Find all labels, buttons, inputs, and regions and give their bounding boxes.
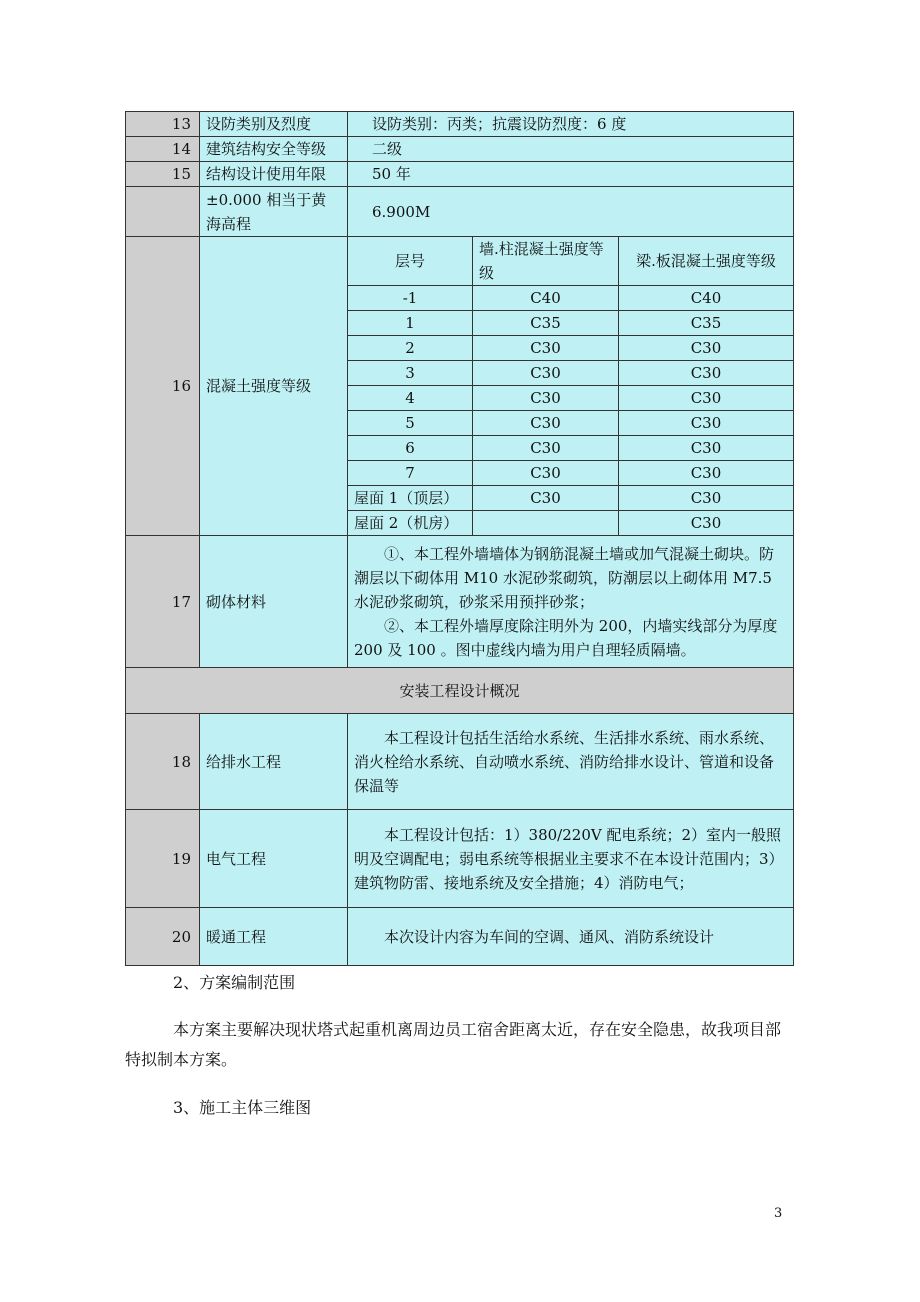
item-name: 砌体材料 [200,536,348,668]
scope-paragraph: 本方案主要解决现状塔式起重机离周边员工宿舍距离太近，存在安全隐患，故我项目部特拟制本方案。 [125,1020,782,1069]
item-content: 本工程设计包括生活给水系统、生活排水系统、雨水系统、消火栓给水系统、自动喷水系统、消防给排水设计、管道和设备保温等 [348,714,794,810]
section-row [126,668,794,714]
row-number: 13 [126,112,200,137]
beam-grade-cell: C40 [619,286,794,311]
row-number: 15 [126,162,200,187]
wall-grade-cell: C30 [473,486,619,511]
item-content: 本次设计内容为车间的空调、通风、消防系统设计 [348,908,794,966]
wall-grade-cell: C30 [473,461,619,486]
table-row [126,536,794,668]
floor-cell: 6 [348,436,473,461]
item-name: 设防类别及烈度 [200,112,348,137]
heading-3d-view: 3、施工主体三维图 [173,1098,312,1117]
floor-cell: 7 [348,461,473,486]
wall-grade-cell: C30 [473,336,619,361]
beam-grade-cell: C30 [619,411,794,436]
table-row [126,112,794,137]
floor-cell: 5 [348,411,473,436]
wall-grade-cell: C30 [473,386,619,411]
table-row [126,908,794,966]
section-title: 安装工程设计概况 [126,668,794,714]
wall-grade-cell [473,511,619,536]
item-content [348,536,794,668]
beam-grade-cell: C35 [619,311,794,336]
item-name: ±0.000 相当于黄海高程 [200,187,348,237]
beam-grade-cell: C30 [619,436,794,461]
row-number: 16 [126,237,200,536]
item-content: 50 年 [348,162,794,187]
table-row [126,810,794,908]
masonry-paragraph-2: ②、本工程外墙厚度除注明外为 200，内墙实线部分为厚度 200 及 100 。图中虚线内墙为用户自理轻质隔墙。 [354,616,778,659]
heading-scope: 2、方案编制范围 [173,973,296,992]
floor-cell: 屋面 1（顶层） [348,486,473,511]
beam-grade-cell: C30 [619,361,794,386]
grade-header-wall-column: 墙.柱混凝土强度等级 [473,237,619,286]
wall-grade-cell: C35 [473,311,619,336]
item-name: 混凝土强度等级 [200,237,348,536]
item-name: 结构设计使用年限 [200,162,348,187]
beam-grade-cell: C30 [619,386,794,411]
item-name: 给排水工程 [200,714,348,810]
row-number: 18 [126,714,200,810]
floor-cell: 2 [348,336,473,361]
floor-cell: 3 [348,361,473,386]
floor-cell: 屋面 2（机房） [348,511,473,536]
floor-cell: -1 [348,286,473,311]
wall-grade-cell: C30 [473,411,619,436]
beam-grade-cell: C30 [619,336,794,361]
floor-cell: 1 [348,311,473,336]
row-number: 17 [126,536,200,668]
item-content: 二级 [348,137,794,162]
item-content: 本工程设计包括：1）380/220V 配电系统；2）室内一般照明及空调配电；弱电系统等根据业主要求不在本设计范围内；3）建筑物防雷、接地系统及安全措施；4）消防电气； [348,810,794,908]
row-number-empty [126,187,200,237]
project-overview-table [125,111,794,966]
item-name: 电气工程 [200,810,348,908]
wall-grade-cell: C40 [473,286,619,311]
table-row [126,714,794,810]
grade-header-floor: 层号 [348,237,473,286]
table-row [126,137,794,162]
row-number: 20 [126,908,200,966]
grade-header-beam-slab: 梁.板混凝土强度等级 [619,237,794,286]
beam-grade-cell: C30 [619,511,794,536]
item-name: 暖通工程 [200,908,348,966]
row-number: 19 [126,810,200,908]
beam-grade-cell: C30 [619,486,794,511]
floor-cell: 4 [348,386,473,411]
page-number: 3 [774,1206,783,1221]
table-row [126,237,794,286]
wall-grade-cell: C30 [473,436,619,461]
table-row [126,187,794,237]
beam-grade-cell: C30 [619,461,794,486]
item-name: 建筑结构安全等级 [200,137,348,162]
item-content: 设防类别：丙类；抗震设防烈度：6 度 [348,112,794,137]
masonry-paragraph-1: ①、本工程外墙墙体为钢筋混凝土墙或加气混凝土砌块。防潮层以下砌体用 M10 水泥砂浆砌筑，防潮层以上砌体用 M7.5 水泥砂浆砌筑，砂浆采用预拌砂浆； [354,544,775,611]
table-row [126,162,794,187]
wall-grade-cell: C30 [473,361,619,386]
item-content: 6.900M [348,187,794,237]
row-number: 14 [126,137,200,162]
